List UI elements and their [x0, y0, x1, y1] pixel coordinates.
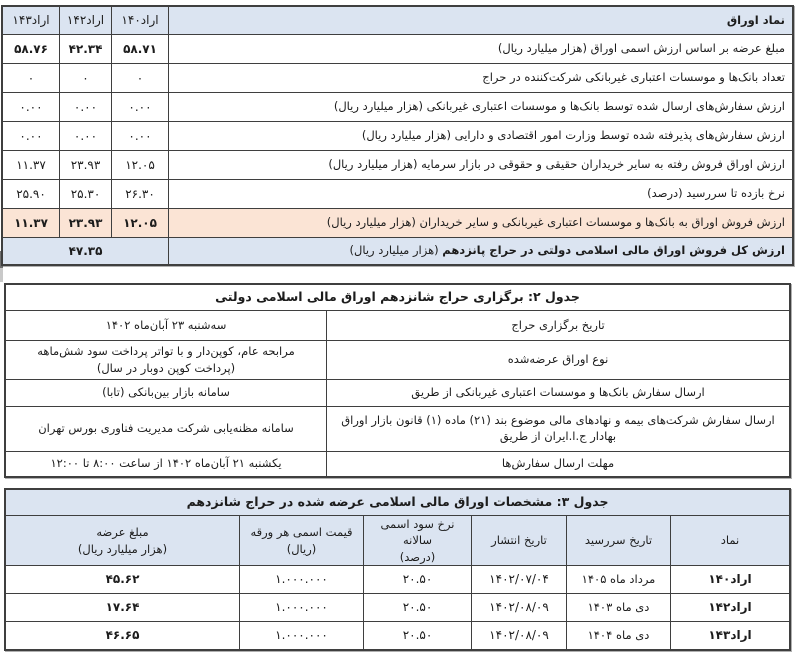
t3-rate: ۲۰.۵۰ — [364, 622, 471, 649]
t1-cell-highlighted: ۲۳.۹۳ — [60, 209, 111, 237]
t3-rate: ۲۰.۵۰ — [364, 566, 471, 593]
t1-cell: ۲۵.۳۰ — [60, 180, 111, 208]
t1-cell: ۰.۰۰ — [112, 122, 168, 150]
t1-row-label-highlighted: ارزش فروش اوراق به بانک‌ها و موسسات اعتباری غیربانکی و سایر خریداران (هزار میلیارد ریال) — [169, 209, 792, 237]
t1-header-symbol-label: نماد اوراق — [169, 7, 792, 34]
t3-header-amount-line1: مبلغ عرضه — [96, 524, 149, 539]
t2-row-value-line1: مرابحه عام، کوپن‌دار و با تواتر پرداخت سود شش‌ماهه — [37, 344, 295, 359]
t3-header-price — [240, 516, 363, 565]
t1-cell: ۲۳.۹۳ — [60, 151, 111, 179]
t3-maturity: دی ماه ۱۴۰۴ — [567, 622, 670, 649]
t3-header-amount — [6, 516, 239, 565]
t2-title: جدول ۲: برگزاری حراج شانزدهم اوراق مالی اسلامی دولتی — [6, 285, 789, 310]
t1-cell: ۱۲.۰۵ — [112, 151, 168, 179]
t1-row-label: ارزش سفارش‌های ارسال شده توسط بانک‌ها و موسسات اعتباری غیربانکی (هزار میلیارد ریال) — [169, 93, 792, 121]
t3-header-rate — [364, 516, 471, 565]
t2-row-value-line2: (پرداخت کوپن دوبار در سال) — [96, 361, 236, 375]
t1-cell: ۲۵.۹۰ — [3, 180, 59, 208]
t1-cell: ۱۱.۳۷ — [3, 151, 59, 179]
t1-cell: ۰ — [3, 64, 59, 92]
t1-total-label — [169, 238, 792, 264]
t3-header-issue-date: تاریخ انتشار — [472, 516, 566, 565]
t3-issue-date: ۱۴۰۲/۰۷/۰۴ — [472, 566, 566, 593]
t3-amount: ۱۷.۶۴ — [6, 594, 239, 621]
t2-row-label: مهلت ارسال سفارش‌ها — [327, 452, 789, 476]
t1-total-label-main: ارزش کل فروش اوراق مالی اسلامی دولتی در حراج پانزدهم — [442, 243, 785, 258]
t1-cell: ۰.۰۰ — [60, 122, 111, 150]
t2-row-label: تاریخ برگزاری حراج — [327, 311, 789, 340]
t2-row-label: ارسال سفارش شرکت‌های بیمه و نهادهای مالی موضوع بند (۲۱) ماده (۱) قانون بازار اوراق بهادار ج.ا.ایران از طریق — [327, 407, 789, 451]
t1-col-arad143: اراد۱۴۳ — [3, 7, 59, 34]
t3-header-maturity: تاریخ سررسید — [567, 516, 670, 565]
t1-cell: ۴۲.۳۴ — [60, 35, 111, 63]
t3-symbol: اراد۱۴۰ — [671, 566, 789, 593]
t1-cell: ۲۶.۳۰ — [112, 180, 168, 208]
t3-issue-date: ۱۴۰۲/۰۸/۰۹ — [472, 622, 566, 649]
t1-cell-highlighted: ۱۲.۰۵ — [112, 209, 168, 237]
t2-row-label: نوع اوراق عرضه‌شده — [327, 341, 789, 379]
t1-cell: ۰.۰۰ — [112, 93, 168, 121]
t2-row-value — [6, 341, 326, 379]
t1-total-value: ۴۷.۳۵ — [3, 238, 168, 264]
t3-header-rate-line1: نرخ سود اسمی سالانه — [380, 516, 455, 548]
t2-row-value: سامانه بازار بین‌بانکی (تابا) — [6, 380, 326, 406]
t1-row-label: ارزش سفارش‌های پذیرفته شده توسط وزارت امور اقتصادی و دارایی (هزار میلیارد ریال) — [169, 122, 792, 150]
t1-total-label-unit: (هزار میلیارد ریال) — [349, 243, 439, 258]
t1-cell: ۵۸.۷۱ — [112, 35, 168, 63]
t3-header-amount-line2: (هزار میلیارد ریال) — [77, 541, 168, 556]
t1-row-label: نرخ بازده تا سررسید (درصد) — [169, 180, 792, 208]
t1-cell: ۰ — [112, 64, 168, 92]
t3-symbol: اراد۱۴۲ — [671, 594, 789, 621]
auction-info-table — [4, 283, 791, 478]
t3-maturity: مرداد ماه ۱۴۰۵ — [567, 566, 670, 593]
securities-spec-table — [4, 488, 791, 651]
t3-price: ۱.۰۰۰.۰۰۰ — [240, 566, 363, 593]
t1-row-label: مبلغ عرضه بر اساس ارزش اسمی اوراق (هزار میلیارد ریال) — [169, 35, 792, 63]
t2-row-value: سه‌شنبه ۲۳ آبان‌ماه ۱۴۰۲ — [6, 311, 326, 340]
t3-header-symbol: نماد — [671, 516, 789, 565]
t3-amount: ۴۵.۶۲ — [6, 566, 239, 593]
t3-symbol: اراد۱۴۳ — [671, 622, 789, 649]
t3-title: جدول ۳: مشخصات اوراق مالی اسلامی عرضه شده در حراج شانزدهم — [6, 490, 789, 515]
t1-row-label: تعداد بانک‌ها و موسسات اعتباری غیربانکی شرکت‌کننده در حراج — [169, 64, 792, 92]
t1-col-arad142: اراد۱۴۲ — [60, 7, 111, 34]
t3-amount: ۴۶.۶۵ — [6, 622, 239, 649]
t3-issue-date: ۱۴۰۲/۰۸/۰۹ — [472, 594, 566, 621]
t3-header-price-line2: (ریال) — [286, 541, 317, 556]
t1-cell: ۰.۰۰ — [60, 93, 111, 121]
t3-price: ۱.۰۰۰.۰۰۰ — [240, 622, 363, 649]
t1-row-label: ارزش اوراق فروش رفته به سایر خریداران حقیقی و حقوقی در بازار سرمایه (هزار میلیارد ریال) — [169, 151, 792, 179]
t1-cell: ۰ — [60, 64, 111, 92]
t3-price: ۱.۰۰۰.۰۰۰ — [240, 594, 363, 621]
t1-col-arad140: اراد۱۴۰ — [112, 7, 168, 34]
t1-cell: ۵۸.۷۶ — [3, 35, 59, 63]
t1-cell: ۰.۰۰ — [3, 93, 59, 121]
auction-results-table — [1, 5, 794, 266]
t2-row-value: یکشنبه ۲۱ آبان‌ماه ۱۴۰۲ از ساعت ۸:۰۰ تا ۱۲:۰۰ — [6, 452, 326, 476]
t2-row-label: ارسال سفارش بانک‌ها و موسسات اعتباری غیربانکی از طریق — [327, 380, 789, 406]
t3-header-rate-line2: (درصد) — [399, 549, 436, 564]
t3-maturity: دی ماه ۱۴۰۳ — [567, 594, 670, 621]
t2-row-value: سامانه مظنه‌یابی شرکت مدیریت فناوری بورس تهران — [6, 407, 326, 451]
t3-header-price-line1: قیمت اسمی هر ورقه — [250, 524, 353, 539]
t3-rate: ۲۰.۵۰ — [364, 594, 471, 621]
t1-cell-highlighted: ۱۱.۳۷ — [3, 209, 59, 237]
t1-cell: ۰.۰۰ — [3, 122, 59, 150]
